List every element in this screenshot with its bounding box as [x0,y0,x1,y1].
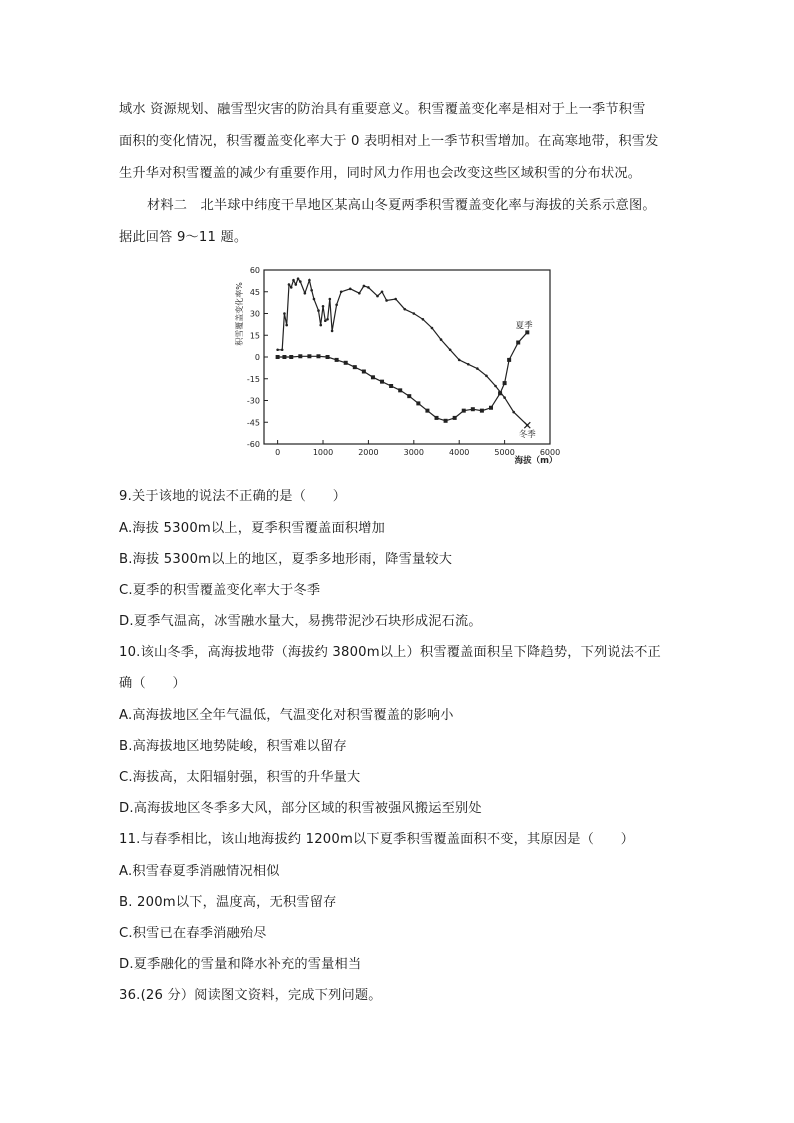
winter-point [299,280,302,283]
y-tick-label: -30 [246,396,260,406]
y-tick-label: 30 [249,309,260,319]
x-tick-label: 2000 [358,448,379,457]
y-tick-label: -15 [246,374,260,384]
winter-point [283,312,286,315]
winter-point [290,286,293,289]
winter-point [310,289,313,292]
series-annotation: 冬季 [518,429,536,440]
q10-option-a: A.高海拔地区全年气温低，气温变化对积雪覆盖的影响小 [119,708,454,723]
q11-option-a: A.积雪春夏季消融情况相似 [119,864,280,879]
winter-point [467,363,470,366]
winter-point [326,318,329,321]
q9-option-b: B.海拔 5300m以上的地区，夏季多地形雨，降雪量较大 [119,552,453,567]
x-tick-label: 6000 [539,448,561,457]
intro-line-3: 生升华对积雪覆盖的减少有重要作用，同时风力作用也会改变这些区域积雪的分布状况。 [119,166,642,181]
q10-option-c: C.海拔高，太阳辐射强，积雪的升华量大 [119,770,361,785]
y-tick-label: 45 [249,287,260,297]
winter-point [422,318,425,321]
summer-point [371,375,375,379]
q9-option-c: C.夏季的积雪覆盖变化率大于冬季 [119,583,321,598]
winter-point [292,279,295,282]
summer-point [398,388,402,392]
x-tick-label: 5000 [494,448,515,457]
winter-point [358,292,361,295]
winter-point [385,299,388,302]
winter-point [431,327,434,330]
plot-frame [264,270,550,444]
intro-line-2: 面积的变化情况，积雪覆盖变化率大于 0 表明相对上一季节积雪增加。在高寒地带，积雪发 [119,134,659,149]
x-tick-label: 0 [275,448,281,457]
snow-cover-chart [230,262,565,467]
chart-series [276,277,537,439]
y-tick-label: 60 [249,266,260,275]
q10-option-d: D.高海拔地区冬季多大风，部分区域的积雪被强风搬运至别处 [119,801,482,816]
q10-option-b: B.高海拔地区地势陡峻，积雪难以留存 [119,739,347,754]
winter-point [494,385,497,388]
summer-point [289,355,293,359]
summer-point [516,341,520,345]
y-tick-label: 15 [249,331,260,341]
summer-point [335,358,339,362]
winter-point [317,309,320,312]
q9-option-a: A.海拔 5300m以上，夏季积雪覆盖面积增加 [119,521,385,536]
q11-option-c: C.积雪已在春季消融殆尽 [119,926,267,941]
summer-point [480,409,484,413]
q11-option-d: D.夏季融化的雪量和降水补充的雪量相当 [119,957,362,972]
material2-line-1: 材料二 北半球中纬度干旱地区某高山冬夏两季积雪覆盖变化率与海拔的关系示意图。 [147,198,656,213]
winter-point [413,312,416,315]
winter-point [381,290,384,293]
winter-point [403,308,406,311]
summer-point [453,416,457,420]
summer-point [471,407,475,411]
q9-stem: 9.关于该地的说法不正确的是（ ） [119,489,347,504]
winter-point [363,285,366,288]
summer-point [380,380,384,384]
series-line-winter [278,279,528,426]
intro-line-1: 域水 资源规划、融雪型灾害的防治具有重要意义。积雪覆盖变化率是相对于上一季节积雪 [119,102,646,117]
summer-point [353,365,357,369]
summer-point [362,370,366,374]
winter-point [376,295,379,298]
summer-point [425,409,429,413]
winter-point [458,359,461,362]
summer-point [344,361,348,365]
winter-point [449,348,452,351]
winter-point [322,305,325,308]
x-axis-label: 海拔（m） [514,456,558,466]
summer-point [389,384,393,388]
series-annotation: 夏季 [515,321,533,331]
winter-point [485,375,488,378]
chart-axes [247,266,560,457]
q9-option-d: D.夏季气温高，冰雪融水量大，易携带泥沙石块形成泥石流。 [119,614,482,629]
winter-point [476,367,479,370]
x-tick-label: 3000 [403,448,424,457]
winter-point [288,283,291,286]
y-tick-label: -60 [246,440,260,449]
winter-point [324,319,327,322]
summer-point [316,354,320,358]
summer-point [503,381,507,385]
winter-point [308,279,311,282]
winter-point [319,324,322,327]
winter-point [304,292,307,295]
q36-stem: 36.(26 分）阅读图文资料，完成下列问题。 [119,988,382,1003]
winter-point [313,298,316,301]
q11-option-b: B. 200m以下，温度高，无积雪留存 [119,895,337,910]
winter-point [512,411,515,414]
winter-point [349,288,352,291]
summer-point [282,355,286,359]
summer-point [462,409,466,413]
y-tick-label: -45 [246,418,260,428]
winter-point [503,396,506,399]
summer-point [444,419,448,423]
material2-line-2: 据此回答 9～11 题。 [119,230,248,245]
summer-point [416,401,420,405]
y-tick-label: 0 [254,353,260,362]
summer-point [435,416,439,420]
summer-point [326,355,330,359]
summer-point [507,358,511,362]
summer-point [489,406,493,410]
winter-point [440,338,443,341]
winter-point [335,304,338,307]
y-axis-label: 积雪覆盖变化率% [235,282,244,346]
winter-point [329,298,332,301]
q10-stem-cont: 确（ ） [119,676,186,691]
winter-point [394,298,397,301]
x-tick-label: 4000 [449,448,470,457]
winter-point [297,277,300,280]
winter-point [367,286,370,289]
winter-end-marker [524,422,530,428]
winter-point [276,348,279,351]
winter-point [340,290,343,293]
winter-point [331,330,334,333]
summer-point [407,394,411,398]
summer-point [298,354,302,358]
x-tick-label: 1000 [312,448,334,457]
winter-point [294,283,297,286]
q10-stem: 10.该山冬季，高海拔地带（海拔约 3800m以上）积雪覆盖面积呈下降趋势，下列说法不正 [119,645,661,660]
summer-point [307,354,311,358]
q11-stem: 11.与春季相比，该山地海拔约 1200m以下夏季积雪覆盖面积不变，其原因是（ ） [119,832,635,847]
winter-point [285,324,288,327]
winter-point [281,348,284,351]
summer-point [276,355,280,359]
